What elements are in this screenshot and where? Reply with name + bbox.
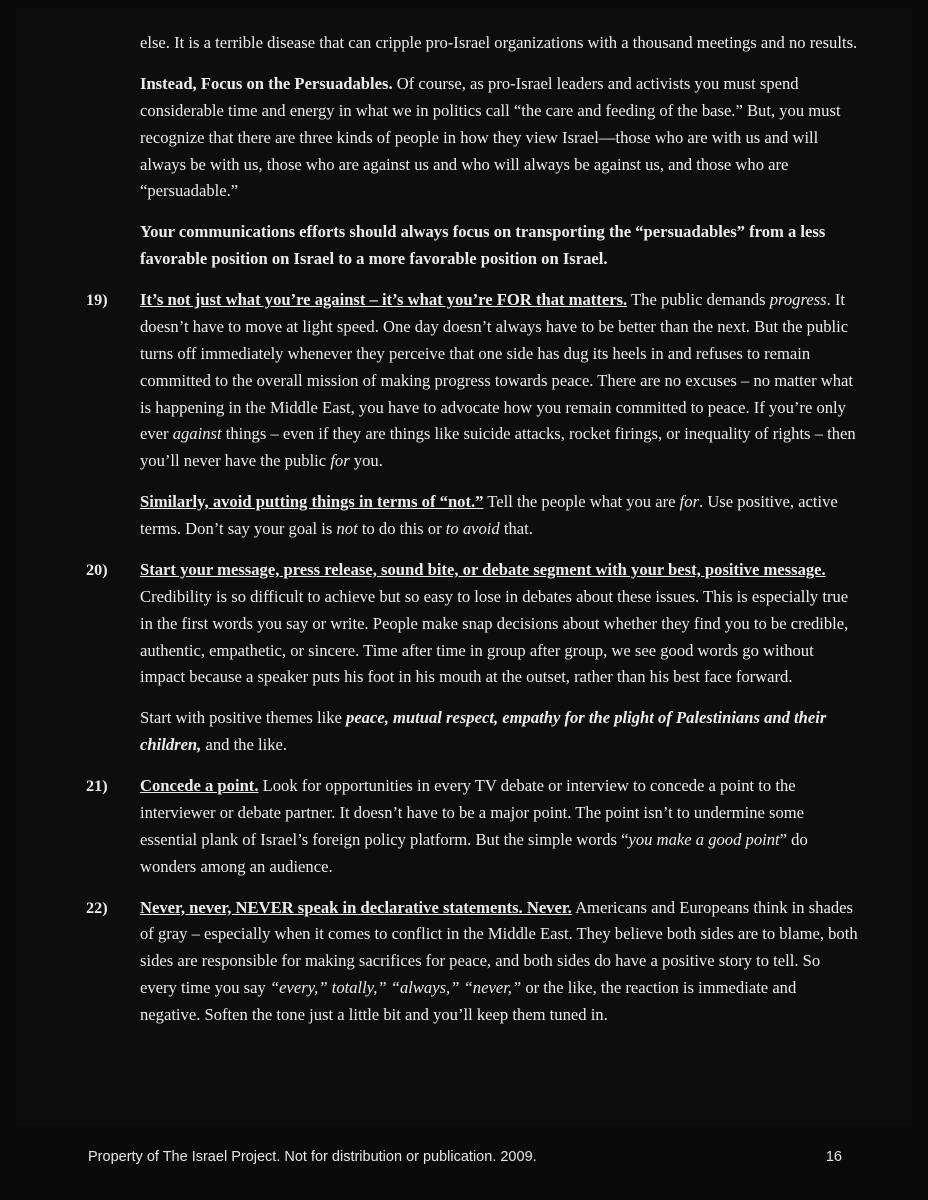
item22-heading: Never, never, NEVER speak in declarative statements. Never.	[140, 897, 572, 917]
item19b-heading: Similarly, avoid putting things in terms of “not.”	[140, 492, 484, 512]
item22-t1: Americans and Europeans think in shades of gray – especially when it comes to conflict in the Middle East. They believe both sides are to blame, both sides are responsible for making sacrifices for peace, and both sides do have a positive story to tell. So every time you say	[140, 897, 858, 998]
item19-t3: things – even if they are things like suicide attacks, rocket firings, or inequality of rights – then you’ll never have the public	[140, 424, 856, 471]
list-number-21: 21)	[86, 777, 108, 795]
communications-text: Your communications efforts should always focus on transporting the “persuadables” from a less favorable position on Israel to a more favorable position on Israel.	[140, 222, 826, 269]
list-item-22	[80, 895, 858, 1029]
list-number-19: 19)	[86, 291, 108, 309]
item19-em2: against	[172, 424, 222, 444]
paragraph-persuadables	[140, 71, 858, 205]
item19b-em3: to avoid	[445, 519, 500, 538]
paragraph-item19-sub	[140, 489, 858, 543]
item19-t1: The public demands	[627, 290, 770, 309]
item19-em3: for	[330, 451, 350, 471]
list-item-20	[80, 557, 858, 691]
item19b-t1: Tell the people what you are	[483, 492, 680, 512]
item20b-t2: and the like.	[201, 735, 288, 755]
item19-t4: you.	[349, 451, 383, 471]
item19b-t4: that.	[499, 519, 533, 538]
persuadables-body: Of course, as pro-Israel leaders and activists you must spend considerable time and energy in what we in politics call “the care and feeding of the base.” But, you must recognize that there are three kinds of people in how they view Israel—those who are with us and will always be with us, those who are against us and who will always be against us, and those who are “persuadable.”	[140, 73, 841, 201]
item19-t2: . It doesn’t have to move at light speed. One day doesn’t always have to be better than the next. But the public turns off immediately whenever they perceive that one side has dug its heels in and refuses to remain committed to the overall mission of making progress towards peace. There are no excuses – no matter what is happening in the Middle East, you have to advocate how you remain committed to peace. If you’re only ever	[140, 290, 854, 444]
item21-heading: Concede a point.	[140, 776, 259, 795]
item19b-t2: . Use positive, active terms. Don’t say your goal is	[140, 492, 838, 538]
item20-body: Credibility is so difficult to achieve but so easy to lose in debates about these issues. This is especially true in the first words you say or write. People make snap decisions about whether they find you to be credible, authentic, empathetic, or sincere. Time after time in group after group, we see good words go without impact because a speaker puts his foot in his mouth at the outset, rather than his best face forward.	[140, 586, 849, 687]
item21-t1: Look for opportunities in every TV debate or interview to concede a point to the interviewer or debate partner. It doesn’t have to be a major point. The point isn’t to undermine some essential plank of Israel’s foreign policy platform. But the simple words “	[140, 776, 805, 849]
item21-em1: you make a good point	[628, 829, 780, 849]
continuation-line-2: meetings and no results.	[696, 33, 858, 52]
page-content-area	[16, 8, 912, 1126]
item19-em1: progress	[769, 290, 827, 309]
paragraph-continuation	[140, 30, 858, 57]
list-item-21	[80, 773, 858, 881]
continuation-line-1: else. It is a terrible disease that can cripple pro-Israel organizations with a thousand	[140, 33, 693, 52]
list-number-20: 20)	[86, 560, 108, 579]
item19-heading: It’s not just what you’re against – it’s what you’re FOR that matters.	[140, 290, 628, 309]
list-item-19	[80, 287, 858, 475]
item20-heading: Start your message, press release, sound bite, or debate segment with your best, positive message.	[140, 559, 826, 579]
item22-t2: or the like, the reaction is immediate and negative. Soften the tone just a little bit and you’ll keep them tuned in.	[140, 978, 797, 1024]
item19b-t3: to do this or	[357, 519, 446, 538]
footer-copyright: Property of The Israel Project. Not for distribution or publication. 2009.	[88, 1149, 537, 1165]
paragraph-communications	[140, 219, 858, 273]
document-body	[80, 30, 858, 1029]
footer-page-number: 16	[825, 1149, 842, 1165]
persuadables-heading: Instead, Focus on the Persuadables.	[140, 73, 393, 93]
item19b-em1: for	[679, 492, 700, 512]
item20b-em1: peace, mutual respect, empathy for the plight of Palestinians and their children,	[140, 708, 827, 755]
paragraph-item20-sub	[140, 705, 858, 759]
item22-em1: “every,” totally,” “always,” “never,”	[269, 978, 522, 998]
list-number-22: 22)	[86, 898, 108, 917]
item21-t2: ” do wonders among an audience.	[140, 829, 808, 876]
item20b-t1: Start with positive themes like	[140, 708, 347, 728]
item19b-em2: not	[336, 519, 358, 538]
page-footer	[16, 1144, 912, 1170]
